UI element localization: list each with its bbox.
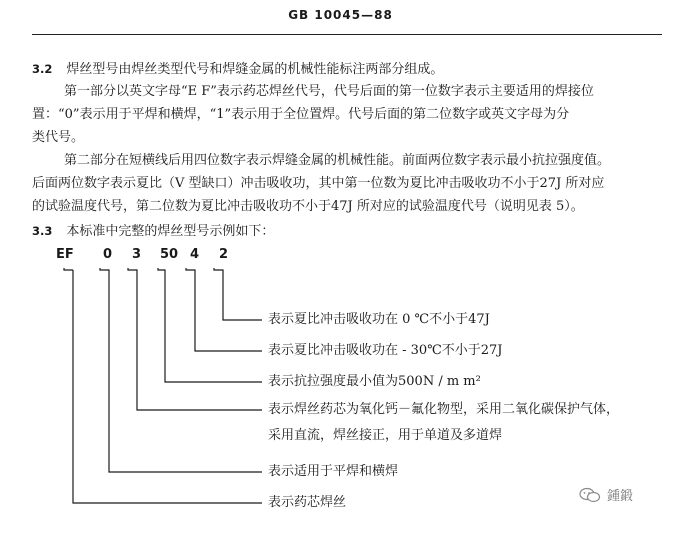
document-header: GB 10045—88 bbox=[288, 8, 393, 22]
watermark-text: 鍾鍛 bbox=[607, 489, 634, 504]
section-number: 3.3 bbox=[32, 224, 53, 238]
code-segment-strength: 50 bbox=[160, 247, 179, 262]
paragraph-line: 后面两位数字表示夏比（V 型缺口）冲击吸收功，其中第一位数为夏比冲击吸收功不小于27J 所对应 bbox=[32, 176, 605, 191]
desc-flux-type: 表示焊丝药芯为氧化钙－氟化物型，采用二氧化碳保护气体， bbox=[268, 402, 620, 417]
desc-flux-type-cont: 采用直流，焊丝接正，用于单道及多道焊 bbox=[268, 428, 503, 443]
code-segment-type: 3 bbox=[132, 247, 142, 262]
code-segment-position: 0 bbox=[103, 247, 113, 262]
code-segment-temp-27j: 4 bbox=[190, 247, 200, 262]
code-segment-temp-47j: 2 bbox=[219, 247, 229, 262]
section-heading-text: 焊丝型号由焊丝类型代号和焊缝金属的机械性能标注两部分组成。 bbox=[66, 62, 444, 77]
paragraph-line: 类代号。 bbox=[32, 130, 85, 145]
watermark bbox=[579, 485, 633, 504]
desc-tensile-strength: 表示抗拉强度最小值为500N / m m² bbox=[268, 374, 481, 389]
paragraph-line: 的试验温度代号，第二位数为夏比冲击吸收功不小于47J 所对应的试验温度代号（说明见表 5）。 bbox=[32, 199, 584, 214]
code-segment-ef: EF bbox=[56, 247, 74, 262]
section-heading-text: 本标准中完整的焊丝型号示例如下： bbox=[66, 224, 275, 239]
desc-47j-temperature: 表示夏比冲击吸收功在 0 ℃不小于47J bbox=[268, 312, 490, 327]
section-number: 3.2 bbox=[32, 62, 53, 76]
wechat-icon bbox=[579, 487, 601, 503]
desc-flux-cored-wire: 表示药芯焊丝 bbox=[268, 495, 347, 510]
desc-welding-position: 表示适用于平焊和横焊 bbox=[268, 464, 399, 479]
desc-27j-temperature: 表示夏比冲击吸收功在 - 30℃不小于27J bbox=[268, 343, 503, 358]
paragraph-line: 第二部分在短横线后用四位数字表示焊缝金属的机械性能。前面两位数字表示最小抗拉强度值。 bbox=[64, 153, 611, 168]
paragraph-line: 第一部分以英文字母“E F”表示药芯焊丝代号，代号后面的第一位数字表示主要适用的焊接位 bbox=[64, 84, 594, 99]
paragraph-line: 置：“0”表示用于平焊和横焊，“1”表示用于全位置焊。代号后面的第二位数字或英文字母为分 bbox=[32, 107, 570, 122]
